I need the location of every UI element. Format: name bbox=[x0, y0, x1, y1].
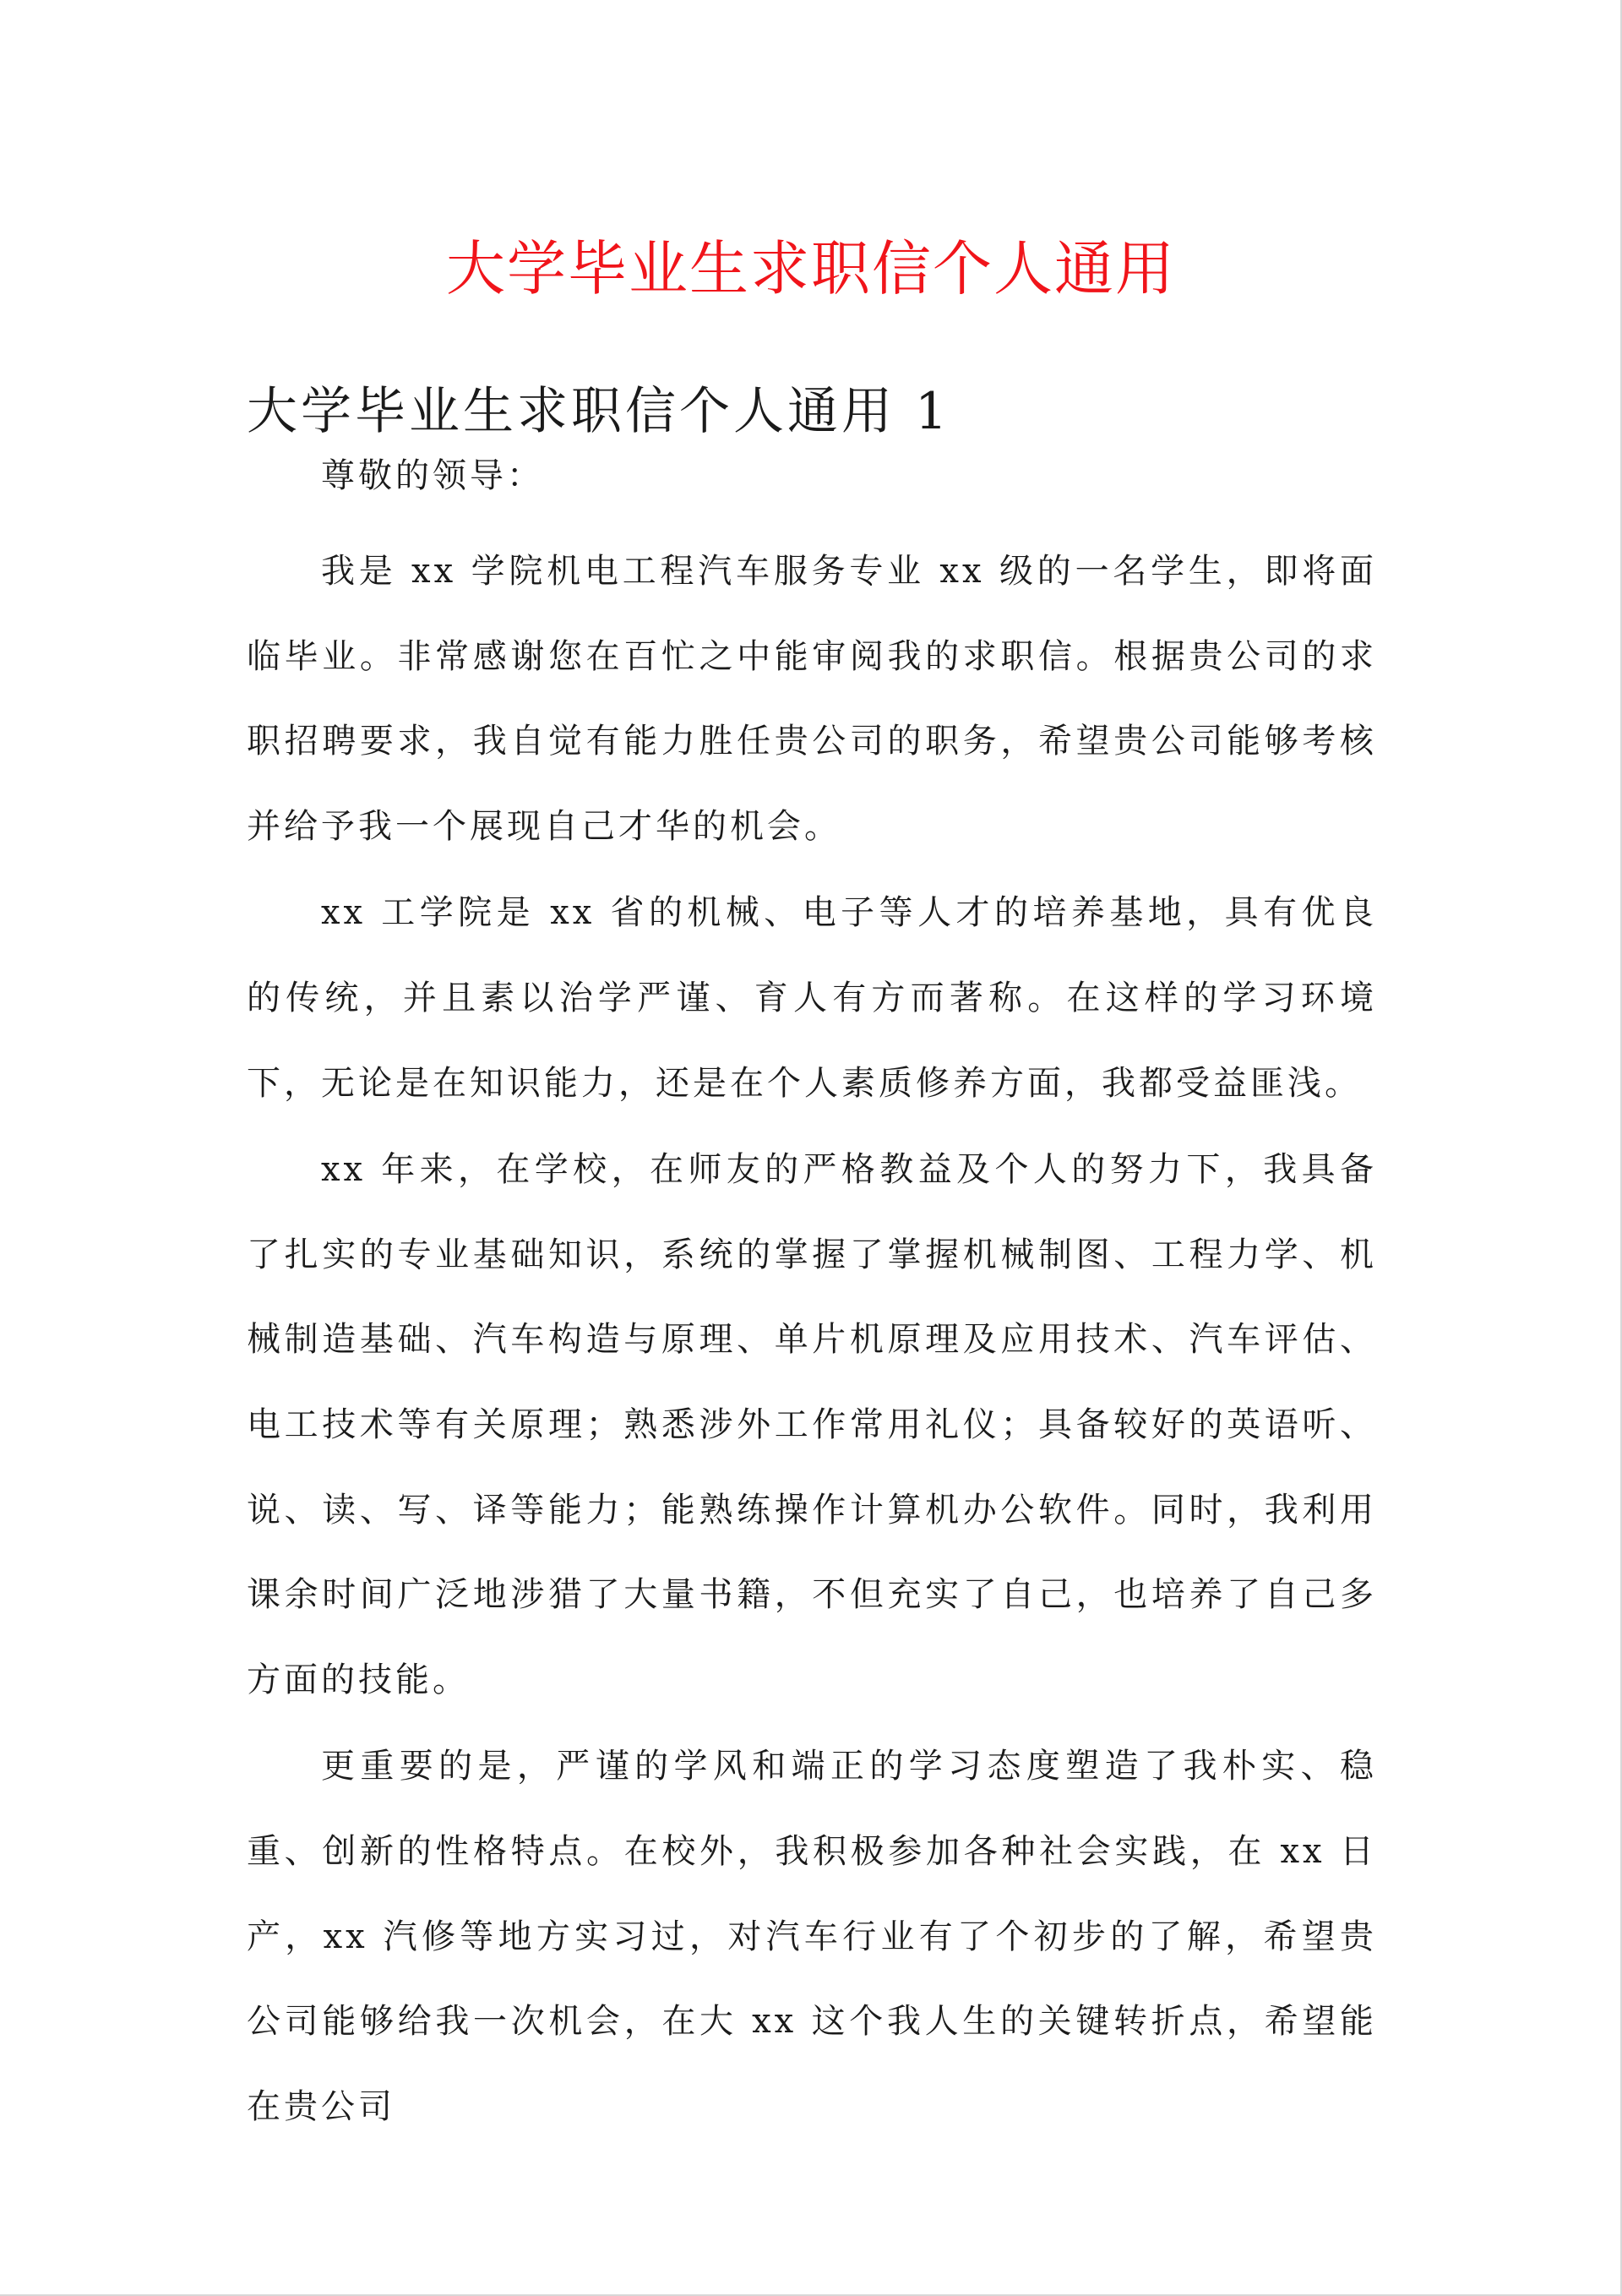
paragraph-school: xx 工学院是 xx 省的机械、电子等人才的培养基地，具有优良的传统，并且素以治学严谨、育人有方而著称。在这样的学习环境下，无论是在知识能力，还是在个人素质修养方面，我都受益匪浅。 bbox=[247, 893, 1377, 1103]
paragraph-introduction: 我是 xx 学院机电工程汽车服务专业 xx 级的一名学生，即将面临毕业。非常感谢您在百忙之中能审阅我的求职信。根据贵公司的求职招聘要求，我自觉有能力胜任贵公司的职务，希望贵公司能够考核并给予我一个展现自己才华的机会。 bbox=[247, 552, 1377, 846]
document-body bbox=[247, 379, 1377, 2151]
document-title: 大学毕业生求职信个人通用 bbox=[446, 234, 1176, 303]
salutation: 尊敬的领导： bbox=[321, 456, 544, 495]
paragraph-character: 更重要的是，严谨的学风和端正的学习态度塑造了我朴实、稳重、创新的性格特点。在校外，我积极参加各种社会实践，在 xx 日产，xx 汽修等地方实习过，对汽车行业有了个初步的了解，希望贵公司能够给我一次机会，在大 xx 这个我人生的关键转折点，希望能在贵公司 bbox=[247, 1747, 1377, 2126]
section-heading: 大学毕业生求职信个人通用 1 bbox=[247, 382, 951, 441]
paragraph-skills: xx 年来，在学校，在师友的严格教益及个人的努力下，我具备了扎实的专业基础知识，系统的掌握了掌握机械制图、工程力学、机械制造基础、汽车构造与原理、单片机原理及应用技术、汽车评估、电工技术等有关原理；熟悉涉外工作常用礼仪；具备较好的英语听、说、读、写、译等能力；能熟练操作计算机办公软件。同时，我利用课余时间广泛地涉猎了大量书籍，不但充实了自己，也培养了自己多方面的技能。 bbox=[247, 1150, 1377, 1699]
